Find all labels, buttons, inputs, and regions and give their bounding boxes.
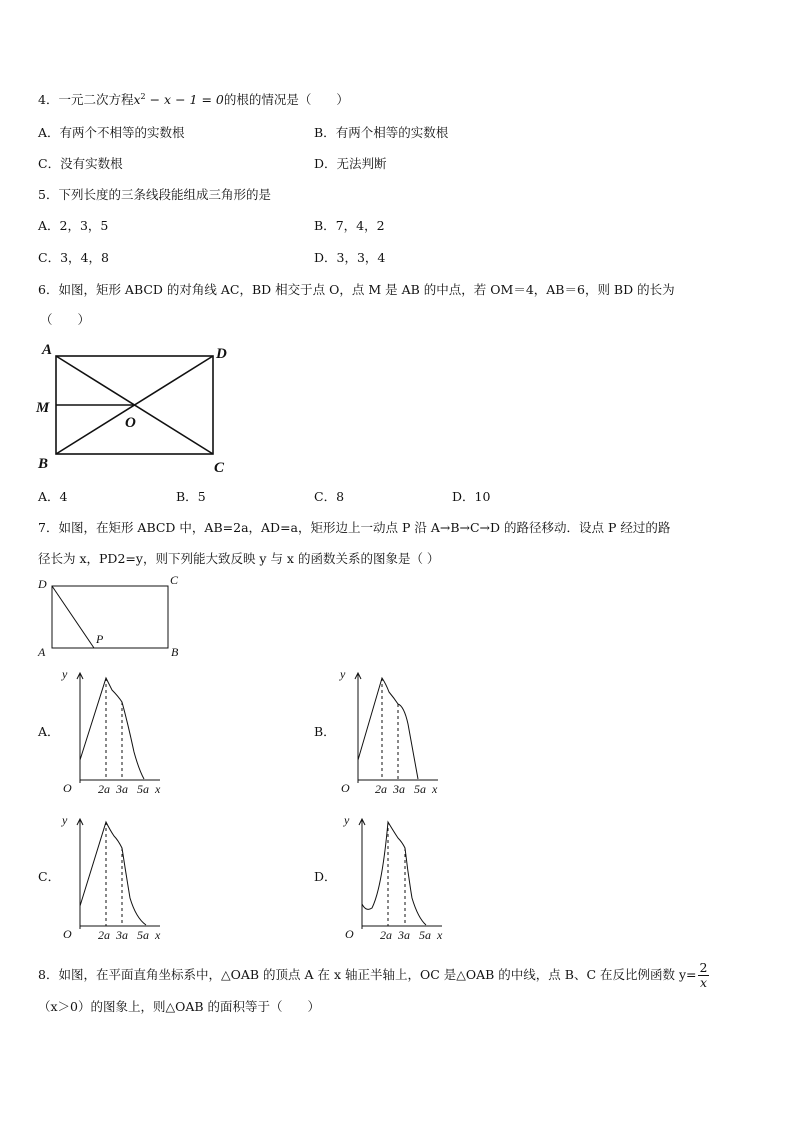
q7-rectangle-figure — [34, 574, 194, 660]
tick-5a: 5a — [137, 782, 149, 796]
label-d: D — [216, 346, 227, 362]
q6-option-a[interactable] — [38, 488, 67, 506]
q8-stem-line1 — [38, 961, 709, 990]
q6-option-d[interactable] — [452, 488, 490, 506]
option-letter: C． — [38, 156, 61, 171]
tick-3a: 3a — [116, 928, 128, 942]
axis-label-y: y — [62, 813, 68, 827]
option-text: 有两个相等的实数根 — [335, 125, 449, 140]
origin-label: O — [63, 927, 72, 941]
q7-graph-a — [60, 662, 180, 797]
q8-fraction — [698, 961, 710, 990]
label-b: B — [38, 456, 49, 472]
axis-label-x: x — [155, 928, 161, 942]
q5-text: 下列长度的三条线段能组成三角形的是 — [58, 187, 271, 202]
q6-text: 如图，矩形 ABCD 的对角线 AC，BD 相交于点 O，点 M 是 AB 的中点，若 OM＝4，AB＝6，则 BD 的长为 — [58, 282, 675, 297]
q4-option-b[interactable] — [314, 124, 448, 142]
q5-option-a[interactable] — [38, 217, 108, 235]
label-a: A — [38, 645, 46, 659]
curve-b — [358, 678, 418, 779]
label-o: O — [125, 415, 136, 431]
q4-text-before: 一元二次方程 — [58, 92, 134, 108]
q7-graph-c — [60, 808, 180, 943]
q7-text-line1: 如图，在矩形 ABCD 中，AB=2a，AD=a，矩形边上一动点 P 沿 A→B→C→D 的路径移动．设点 P 经过的路 — [58, 520, 671, 535]
option-letter: B． — [314, 125, 336, 140]
q7-option-c[interactable]: C． — [38, 869, 61, 884]
axis-label-x: x — [155, 782, 161, 796]
q7-graph-d — [342, 808, 462, 943]
q8-text-line1: 如图，在平面直角坐标系中，△OAB 的顶点 A 在 x 轴正半轴上，OC 是△OAB 的中线，点 B、C 在反比例函数 y= — [58, 967, 697, 982]
option-letter: B． — [176, 489, 198, 504]
tick-5a: 5a — [137, 928, 149, 942]
q6-stem — [38, 281, 675, 299]
label-c: C — [170, 574, 179, 587]
tick-3a: 3a — [116, 782, 128, 796]
label-p: P — [96, 632, 104, 646]
q4-equation-rest: − x − 1 = 0 — [145, 92, 224, 108]
q7-graph-b — [338, 662, 458, 797]
tick-5a: 5a — [419, 928, 431, 942]
tick-5a: 5a — [414, 782, 426, 796]
option-letter: D． — [314, 250, 337, 265]
option-text: 无法判断 — [336, 156, 387, 171]
label-d: D — [38, 577, 47, 591]
q7-number: 7． — [38, 520, 59, 535]
option-text: 有两个不相等的实数根 — [59, 125, 185, 140]
q6-number: 6． — [38, 282, 59, 297]
option-letter: A． — [38, 218, 60, 233]
q5-option-d[interactable] — [314, 249, 385, 267]
option-text: 7，4，2 — [335, 218, 385, 233]
option-text: 10 — [474, 489, 491, 504]
tick-3a: 3a — [393, 782, 405, 796]
option-text: 2，3，5 — [59, 218, 109, 233]
q5-number: 5． — [38, 187, 59, 202]
option-letter: A． — [38, 489, 60, 504]
q8-stem-line2: （x＞0）的图象上，则△OAB 的面积等于（ ） — [38, 999, 321, 1014]
tick-2a: 2a — [98, 782, 110, 796]
option-text: 4 — [59, 489, 68, 504]
label-c: C — [214, 460, 225, 476]
q4-option-c[interactable] — [38, 155, 123, 173]
tick-2a: 2a — [375, 782, 387, 796]
q4-option-d[interactable] — [314, 155, 387, 173]
q4-text-after: 的根的情况是（ ） — [223, 92, 349, 108]
q7-stem-line2: 径长为 x，PD2=y，则下列能大致反映 y 与 x 的函数关系的图象是（ ） — [38, 551, 440, 566]
axis-label-x: x — [437, 928, 443, 942]
axis-label-y: y — [340, 667, 346, 681]
tick-2a: 2a — [98, 928, 110, 942]
tick-3a: 3a — [398, 928, 410, 942]
axis-label-y: y — [344, 813, 350, 827]
q7-option-b[interactable]: B． — [314, 724, 336, 739]
label-m: M — [36, 400, 50, 416]
q7-option-a[interactable]: A． — [38, 724, 60, 739]
axis-label-y: y — [62, 667, 68, 681]
axis-label-x: x — [432, 782, 438, 796]
curve-c — [80, 822, 146, 925]
option-letter: D． — [452, 489, 475, 504]
q7-stem-line1 — [38, 519, 670, 537]
option-letter: A． — [38, 125, 60, 140]
q8-number: 8． — [38, 967, 59, 982]
q5-stem — [38, 186, 271, 204]
q5-option-b[interactable] — [314, 217, 385, 235]
q6-rectangle-figure — [34, 338, 264, 478]
option-letter: D． — [314, 156, 337, 171]
origin-label: O — [345, 927, 354, 941]
option-text: 8 — [336, 489, 345, 504]
q7-option-d[interactable]: D． — [314, 869, 337, 884]
option-letter: C． — [314, 489, 337, 504]
option-text: 5 — [197, 489, 206, 504]
label-a: A — [42, 342, 53, 358]
option-text: 3，4，8 — [60, 250, 109, 265]
q4-option-a[interactable] — [38, 124, 185, 142]
segment-dp — [52, 586, 94, 648]
curve-d — [362, 822, 426, 925]
option-text: 3，3，4 — [336, 250, 386, 265]
origin-label: O — [341, 781, 350, 795]
option-letter: C． — [38, 250, 61, 265]
q4-equation-sup: 2 — [140, 92, 146, 101]
rectangle-abcd — [52, 586, 168, 648]
q6-option-b[interactable] — [176, 488, 206, 506]
q4-number: 4． — [38, 92, 59, 108]
q4-stem — [38, 88, 349, 109]
fraction-denominator: x — [699, 975, 708, 990]
q6-paren: （ ） — [40, 312, 91, 327]
q6-option-c[interactable] — [314, 488, 344, 506]
origin-label: O — [63, 781, 72, 795]
q5-option-c[interactable] — [38, 249, 109, 267]
option-text: 没有实数根 — [60, 156, 123, 171]
fraction-numerator: 2 — [699, 960, 708, 975]
q4-equation-x: x — [133, 92, 141, 108]
tick-2a: 2a — [380, 928, 392, 942]
label-b: B — [171, 645, 179, 659]
option-letter: B． — [314, 218, 336, 233]
curve-a — [80, 678, 144, 779]
